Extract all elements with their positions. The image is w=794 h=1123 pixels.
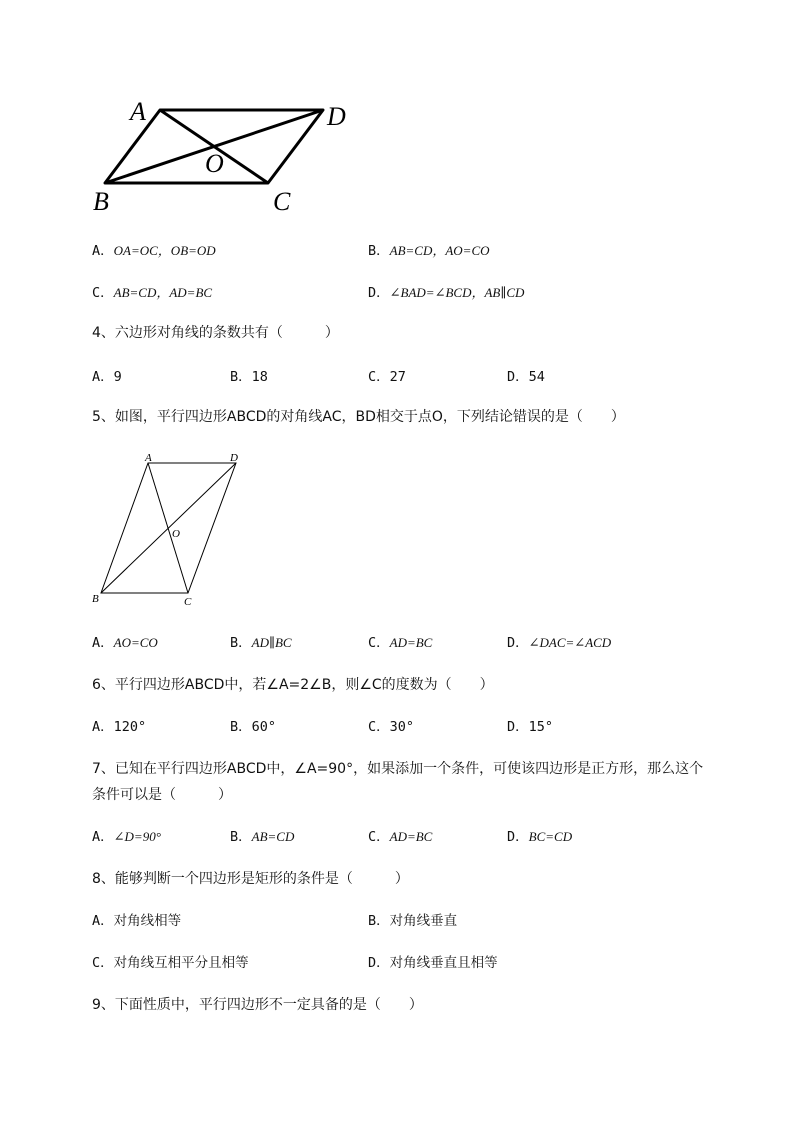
option-text: 27 bbox=[389, 369, 406, 385]
option-label: C． bbox=[92, 955, 114, 971]
option-label: B． bbox=[368, 243, 390, 259]
option-text: 对角线垂直且相等 bbox=[389, 955, 498, 971]
option-label: A． bbox=[92, 719, 114, 735]
q6-option-a[interactable] bbox=[92, 717, 146, 737]
option-text: 54 bbox=[528, 369, 545, 385]
option-label: B． bbox=[368, 913, 390, 929]
vertex-label-o: O bbox=[205, 149, 224, 178]
option-text: OA=OC，OB=OD bbox=[113, 243, 216, 258]
option-label: B． bbox=[230, 635, 252, 651]
option-label: D． bbox=[507, 369, 529, 385]
q4-option-b[interactable] bbox=[230, 367, 268, 387]
option-label: B． bbox=[230, 719, 252, 735]
option-label: C． bbox=[368, 719, 390, 735]
option-label: D． bbox=[507, 635, 529, 651]
option-label: B． bbox=[230, 829, 252, 845]
vertex-label-a: A bbox=[130, 97, 146, 126]
diagonal-bd bbox=[101, 463, 236, 593]
q3-option-c[interactable] bbox=[92, 283, 212, 303]
option-text: 120° bbox=[113, 719, 147, 735]
question-7-text-line-2: 条件可以是（ ） bbox=[92, 787, 232, 803]
vertex-label-d: D bbox=[230, 452, 238, 464]
option-label: D． bbox=[368, 955, 390, 971]
option-label: A． bbox=[92, 369, 114, 385]
option-text: 15° bbox=[528, 719, 554, 735]
option-label: C． bbox=[368, 369, 390, 385]
option-label: D． bbox=[368, 285, 390, 301]
q8-option-a[interactable] bbox=[92, 911, 181, 931]
q7-option-a[interactable] bbox=[92, 827, 161, 847]
option-label: D． bbox=[507, 829, 529, 845]
option-text: AD=BC bbox=[389, 829, 433, 844]
q6-option-b[interactable] bbox=[230, 717, 276, 737]
option-text: ∠BAD=∠BCD，AB∥CD bbox=[389, 285, 525, 300]
option-text: AO=CO bbox=[113, 635, 158, 650]
option-label: A． bbox=[92, 829, 114, 845]
parallelogram-figure-2 bbox=[88, 450, 248, 612]
option-text: 对角线互相平分且相等 bbox=[113, 955, 249, 971]
vertex-label-b: B bbox=[93, 187, 109, 216]
option-text: BC=CD bbox=[528, 829, 573, 844]
vertex-label-b: B bbox=[92, 593, 99, 605]
option-text: 9 bbox=[113, 369, 122, 385]
vertex-label-a: A bbox=[145, 452, 152, 464]
option-text: AB=CD，AD=BC bbox=[113, 285, 213, 300]
option-label: D． bbox=[507, 719, 529, 735]
option-text: AB=CD，AO=CO bbox=[389, 243, 490, 258]
q5-option-b[interactable] bbox=[230, 633, 292, 653]
q3-option-b[interactable] bbox=[368, 241, 490, 261]
vertex-label-o: O bbox=[172, 528, 180, 540]
question-8-text: 8、能够判断一个四边形是矩形的条件是（ ） bbox=[92, 871, 409, 887]
option-label: C． bbox=[92, 285, 114, 301]
option-text: 18 bbox=[251, 369, 268, 385]
vertex-label-d: D bbox=[327, 102, 346, 131]
option-text: ∠D=90° bbox=[113, 829, 161, 844]
q8-option-d[interactable] bbox=[368, 953, 498, 973]
option-text: 60° bbox=[251, 719, 277, 735]
q6-option-c[interactable] bbox=[368, 717, 414, 737]
option-label: B． bbox=[230, 369, 252, 385]
q7-option-b[interactable] bbox=[230, 827, 294, 847]
q5-option-d[interactable] bbox=[507, 633, 611, 653]
vertex-label-c: C bbox=[273, 187, 291, 216]
q6-option-d[interactable] bbox=[507, 717, 553, 737]
question-6-text: 6、平行四边形ABCD中，若∠A=2∠B，则∠C的度数为（ ） bbox=[92, 677, 494, 693]
vertex-label-c: C bbox=[184, 596, 192, 608]
option-text: ∠DAC=∠ACD bbox=[528, 635, 612, 650]
option-label: C． bbox=[368, 829, 390, 845]
q8-option-b[interactable] bbox=[368, 911, 457, 931]
option-text: AD∥BC bbox=[251, 635, 292, 650]
option-label: A． bbox=[92, 913, 114, 929]
question-4-text: 4、六边形对角线的条数共有（ ） bbox=[92, 325, 339, 341]
option-text: 对角线相等 bbox=[113, 913, 182, 929]
q5-option-c[interactable] bbox=[368, 633, 432, 653]
q4-option-c[interactable] bbox=[368, 367, 406, 387]
q7-option-c[interactable] bbox=[368, 827, 432, 847]
option-text: AD=BC bbox=[389, 635, 433, 650]
parallelogram-figure-1 bbox=[85, 95, 365, 220]
q4-option-a[interactable] bbox=[92, 367, 122, 387]
question-7-text-line-1: 7、已知在平行四边形ABCD中，∠A=90°，如果添加一个条件，可使该四边形是正方形，那么这个 bbox=[92, 761, 704, 777]
option-text: AB=CD bbox=[251, 829, 295, 844]
q3-option-d[interactable] bbox=[368, 283, 524, 303]
question-5-text: 5、如图，平行四边形ABCD的对角线AC，BD相交于点O，下列结论错误的是（ ） bbox=[92, 409, 625, 425]
option-label: A． bbox=[92, 635, 114, 651]
q7-option-d[interactable] bbox=[507, 827, 572, 847]
option-text: 对角线垂直 bbox=[389, 913, 458, 929]
q3-option-a[interactable] bbox=[92, 241, 216, 261]
q4-option-d[interactable] bbox=[507, 367, 545, 387]
option-label: C． bbox=[368, 635, 390, 651]
q5-option-a[interactable] bbox=[92, 633, 158, 653]
option-text: 30° bbox=[389, 719, 415, 735]
option-label: A． bbox=[92, 243, 114, 259]
question-9-text: 9、下面性质中，平行四边形不一定具备的是（ ） bbox=[92, 997, 423, 1013]
q8-option-c[interactable] bbox=[92, 953, 249, 973]
